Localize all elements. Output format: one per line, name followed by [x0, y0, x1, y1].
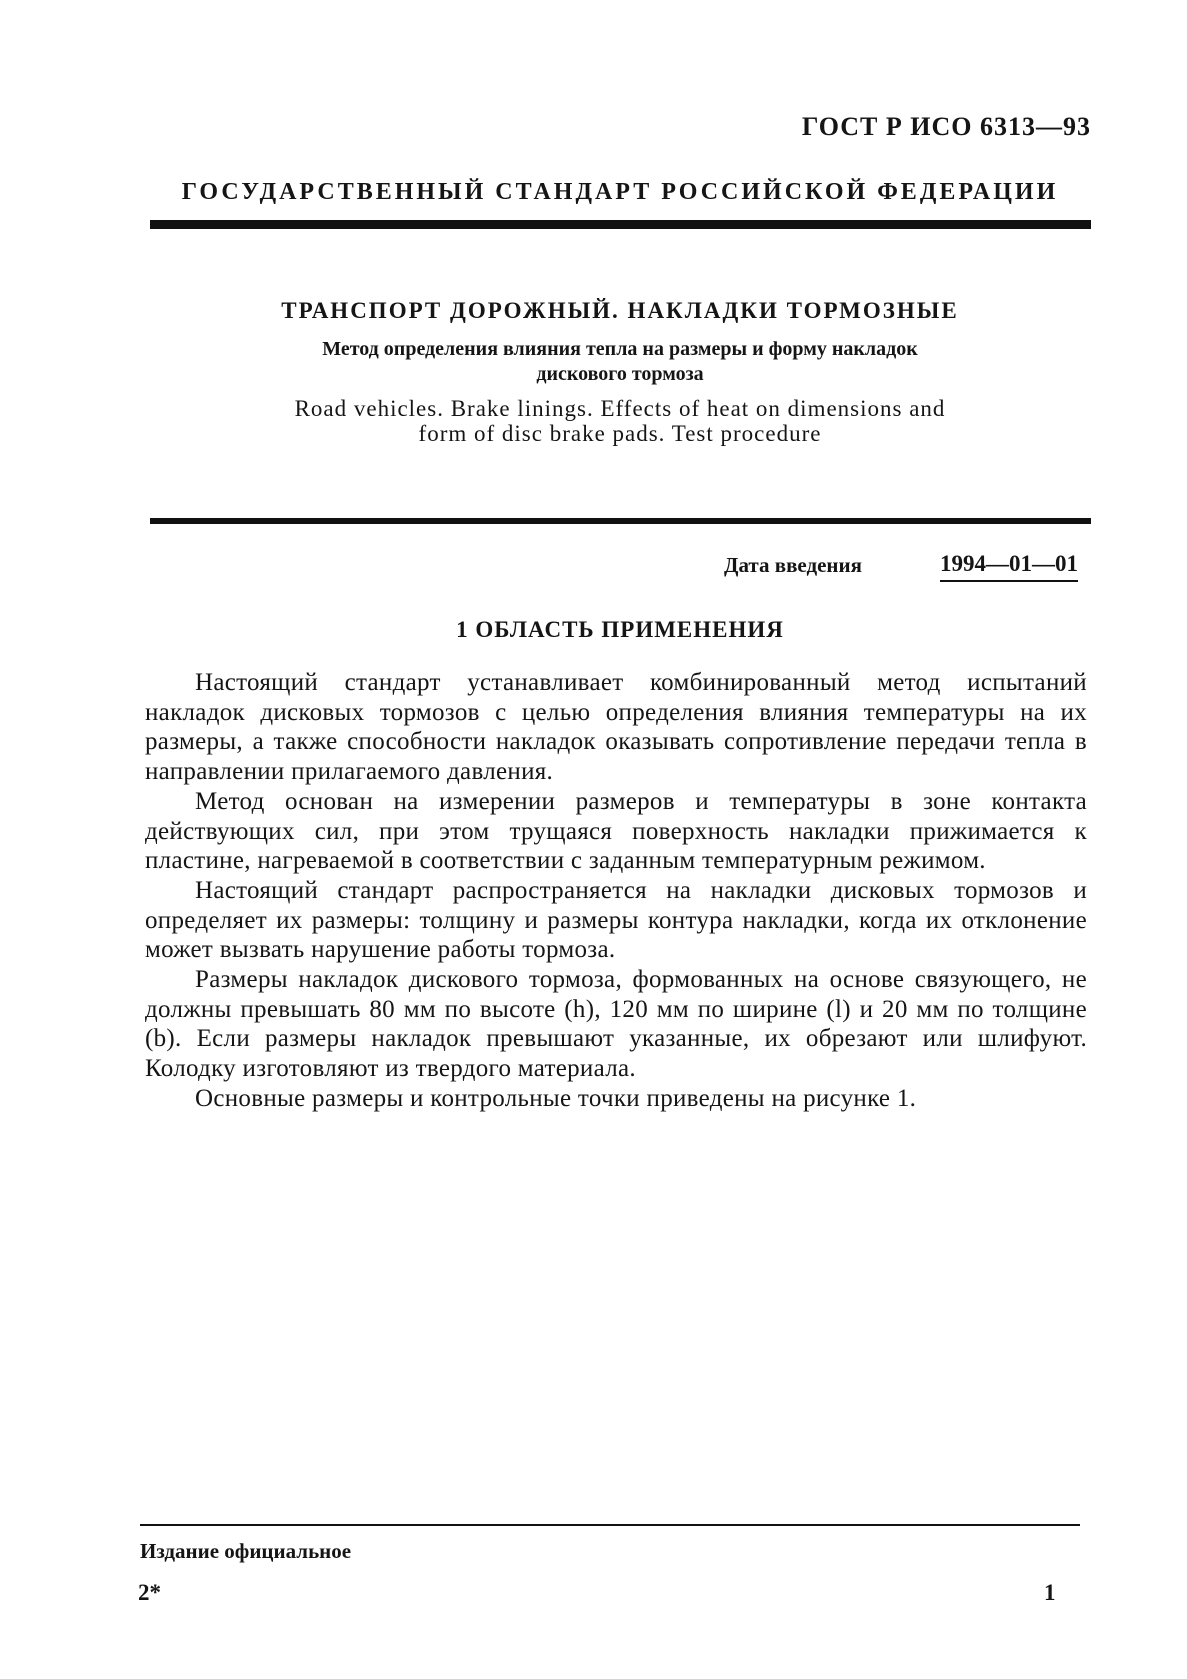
- intro-date-value: 1994—01—01: [940, 551, 1078, 582]
- subtitle-line-1: Метод определения влияния тепла на размеры и форму накладок: [322, 338, 918, 360]
- paragraph-3: Настоящий стандарт распространяется на накладки дисковых тормозов и определяет их размеры: толщину и размеры контура накладки, когда их отклонение может вызвать нарушение работы тормоза.: [145, 876, 1087, 964]
- english-title: [150, 396, 1090, 446]
- document-title: ТРАНСПОРТ ДОРОЖНЫЙ. НАКЛАДКИ ТОРМОЗНЫЕ: [281, 298, 959, 323]
- footer-rule: [140, 1524, 1080, 1526]
- paragraph-4: Размеры накладок дискового тормоза, формованных на основе связующего, не должны превышать 80 мм по высоте (h), 120 мм по ширине (l) и 20 мм по толщине (b). Если размеры накладок превышают указанные, их обрезают или шлифуют. Колодку изготовляют из твердого материала.: [145, 966, 1087, 1083]
- page-number: 1: [1044, 1580, 1056, 1605]
- section-heading: 1 ОБЛАСТЬ ПРИМЕНЕНИЯ: [456, 617, 784, 642]
- standard-header: ГОСУДАРСТВЕННЫЙ СТАНДАРТ РОССИЙСКОЙ ФЕДЕРАЦИИ: [181, 179, 1059, 205]
- standard-code: ГОСТ Р ИСО 6313—93: [801, 112, 1091, 141]
- paragraph-2: Метод основан на измерении размеров и температуры в зоне контакта действующих сил, при этом трущаяся поверхность накладки прижимается к пластине, нагреваемой в соответствии с заданным температурным режимом.: [145, 787, 1087, 875]
- sheet-mark: 2*: [138, 1580, 161, 1605]
- section-body: [145, 668, 1087, 1114]
- english-title-line-2: form of disc brake pads. Test procedure: [418, 421, 822, 446]
- intro-date-label: Дата введения: [724, 553, 862, 577]
- document-subtitle: [150, 337, 1090, 387]
- english-title-line-1: Road vehicles. Brake linings. Effects of heat on dimensions and: [294, 396, 946, 421]
- paragraph-5: Основные размеры и контрольные точки приведены на рисунке 1.: [195, 1084, 917, 1112]
- title-rule: [150, 518, 1091, 524]
- subtitle-line-2: дискового тормоза: [536, 363, 704, 385]
- header-rule: [150, 220, 1091, 229]
- edition-label: Издание официальное: [140, 1539, 352, 1563]
- paragraph-1: Настоящий стандарт устанавливает комбинированный метод испытаний накладок дисковых тормозов с целью определения влияния температуры на их размеры, а также способности накладок оказывать сопротивление передачи тепла в направлении прилагаемого давления.: [145, 669, 1087, 786]
